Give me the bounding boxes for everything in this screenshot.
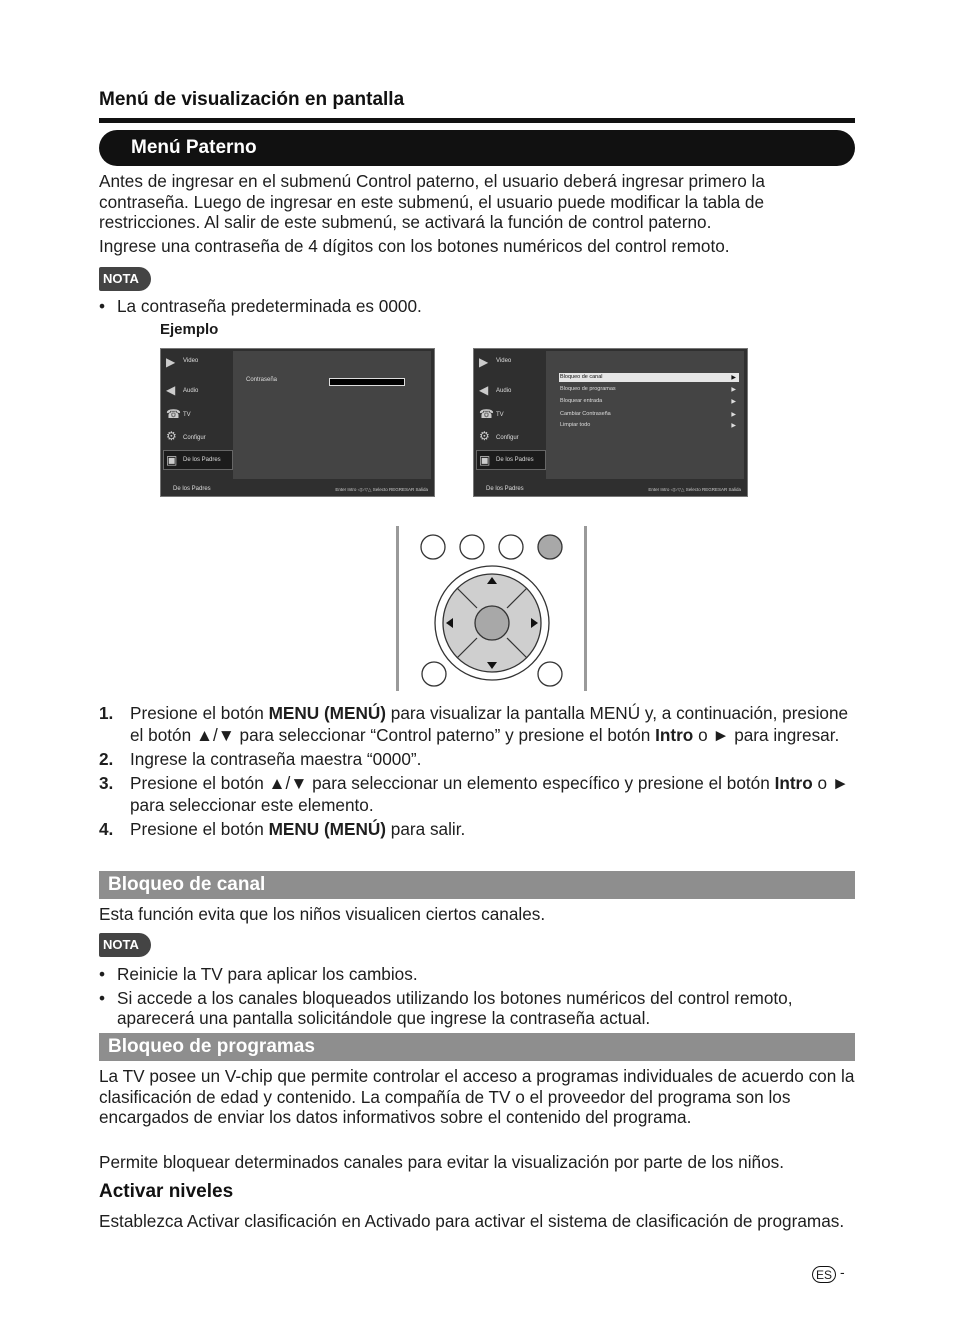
color-button[interactable] [499, 535, 523, 559]
password-label: Contraseña [246, 377, 278, 383]
side-item-configur[interactable]: Configur [496, 435, 519, 441]
lock-icon: ▣ [479, 453, 491, 467]
footer-hints: Enter Intro ◁▷▽△ Selecto REGRESAR Salida [648, 487, 741, 492]
nota-bullet: • Reinicie la TV para aplicar los cambios. [99, 964, 859, 984]
banner [99, 130, 855, 166]
bloqueo-canal-desc: Esta función evita que los niños visualicen ciertos canales. [99, 904, 546, 924]
remote-edge-right [584, 526, 587, 691]
tv-screen-password [160, 348, 435, 497]
arrow-right-icon: ▶ [731, 423, 736, 429]
bloqueo-programas-heading [99, 1033, 855, 1061]
nota-badge: NOTA [99, 267, 151, 291]
menu-item-limpiar-todo[interactable]: Limpiar todo [560, 422, 591, 428]
gear-icon: ⚙ [479, 429, 490, 443]
bloqueo-canal-heading [99, 871, 855, 899]
activar-niveles-title: Activar niveles [99, 1181, 234, 1202]
enter-button[interactable] [475, 606, 509, 640]
gear-icon: ⚙ [166, 429, 177, 443]
remote-edge-left [396, 526, 399, 691]
color-button[interactable] [421, 535, 445, 559]
step-number: 4. [99, 819, 114, 839]
footer-hints: Enter Intro ◁▷▽△ Selecto REGRESAR Salida [335, 487, 428, 492]
step-1: 1. Presione el botón MENU (MENÚ) para visualizar la pantalla MENÚ y, a continuación, presione el botón ▲/▼ para seleccionar “Control paterno” y presione el botón Intro o ► para ingresar. [99, 703, 849, 745]
footer-title: De los Padres [486, 486, 524, 492]
step-number: 1. [99, 703, 114, 723]
password-field[interactable] [329, 378, 405, 386]
side-item-padres[interactable]: De los Padres [496, 457, 534, 463]
footer-title: De los Padres [173, 486, 211, 492]
arrow-right-icon: ▶ [731, 412, 736, 418]
exit-button[interactable] [538, 662, 562, 686]
step-number: 2. [99, 749, 114, 769]
side-item-tv[interactable]: TV [183, 412, 191, 418]
menu-button[interactable] [538, 535, 562, 559]
audio-icon: ◀ [166, 383, 176, 397]
arrow-right-icon: ▶ [731, 399, 736, 405]
menu-item-cambiar-contrasena[interactable]: Cambiar Contraseña [560, 411, 611, 417]
language-badge: ES [812, 1266, 836, 1283]
lock-icon: ▣ [166, 453, 178, 467]
intro-paragraph-1: Antes de ingresar en el submenú Control paterno, el usuario deberá ingresar primero la contraseña. Luego de ingresar en este submenú, el usuario puede modificar la tabla de restricciones. Al salir de este submenú, se activará la función de control paterno. [99, 171, 765, 232]
return-button[interactable] [422, 662, 446, 686]
side-item-padres[interactable]: De los Padres [183, 457, 221, 463]
menu-panel [546, 351, 744, 479]
bloqueo-programas-p1: La TV posee un V-chip que permite controlar el acceso a programas individuales de acuerdo con la clasificación de edad y contenido. La compañía de TV o el proveedor del programa son los encargados de enviar los datos informativos sobre el contenido del programa. [99, 1066, 855, 1127]
side-item-tv[interactable]: TV [496, 412, 504, 418]
banner-title: Menú Paterno [131, 137, 257, 158]
step-3: 3. Presione el botón ▲/▼ para seleccionar un elemento específico y presione el botón Intro o ► para seleccionar este elemento. [99, 773, 849, 815]
audio-icon: ◀ [479, 383, 489, 397]
menu-item-bloqueo-canal[interactable]: Bloqueo de canal [560, 374, 603, 380]
example-label: Ejemplo [160, 321, 219, 338]
video-icon: ▶ [479, 355, 489, 369]
arrow-right-icon: ▶ [731, 375, 736, 381]
menu-item-bloqueo-programas[interactable]: Bloqueo de programas [560, 386, 616, 392]
side-item-configur[interactable]: Configur [183, 435, 206, 441]
tv-screen-menu [473, 348, 748, 497]
nota-badge: NOTA [99, 933, 151, 957]
color-button[interactable] [460, 535, 484, 559]
video-icon: ▶ [166, 355, 176, 369]
side-item-audio[interactable]: Audio [496, 388, 512, 394]
step-number: 3. [99, 773, 114, 793]
arrow-right-icon: ▶ [731, 387, 736, 393]
page-dash: - [840, 1264, 845, 1280]
header-rule [99, 118, 855, 123]
side-item-video[interactable]: Video [496, 358, 512, 364]
menu-item-bloquear-entrada[interactable]: Bloquear entrada [560, 398, 603, 404]
bloqueo-programas-title: Bloqueo de programas [108, 1036, 315, 1057]
menu-panel [233, 351, 431, 479]
step-2: 2. Ingrese la contraseña maestra “0000”. [99, 749, 422, 769]
step-4: 4. Presione el botón MENU (MENÚ) para salir. [99, 819, 466, 839]
nota-bullet: • Si accede a los canales bloqueados utilizando los botones numéricos del control remoto, aparecerá una pantalla solicitándole que ingrese la contraseña actual. [99, 988, 859, 1028]
bloqueo-programas-p2: Permite bloquear determinados canales para evitar la visualización por parte de los niños. [99, 1152, 785, 1172]
tv-icon: ☎ [479, 407, 494, 421]
side-item-video[interactable]: Video [183, 358, 199, 364]
activar-niveles-desc: Establezca Activar clasificación en Activado para activar el sistema de clasificación de programas. [99, 1211, 845, 1231]
nota-bullet: • La contraseña predeterminada es 0000. [99, 296, 859, 316]
side-item-audio[interactable]: Audio [183, 388, 199, 394]
tv-icon: ☎ [166, 407, 181, 421]
steps-list [99, 702, 859, 840]
section-title: Menú de visualización en pantalla [99, 89, 405, 110]
intro-paragraph-2: Ingrese una contraseña de 4 dígitos con los botones numéricos del control remoto. [99, 236, 730, 256]
bloqueo-canal-title: Bloqueo de canal [108, 874, 266, 895]
remote-control-illustration [396, 526, 588, 691]
